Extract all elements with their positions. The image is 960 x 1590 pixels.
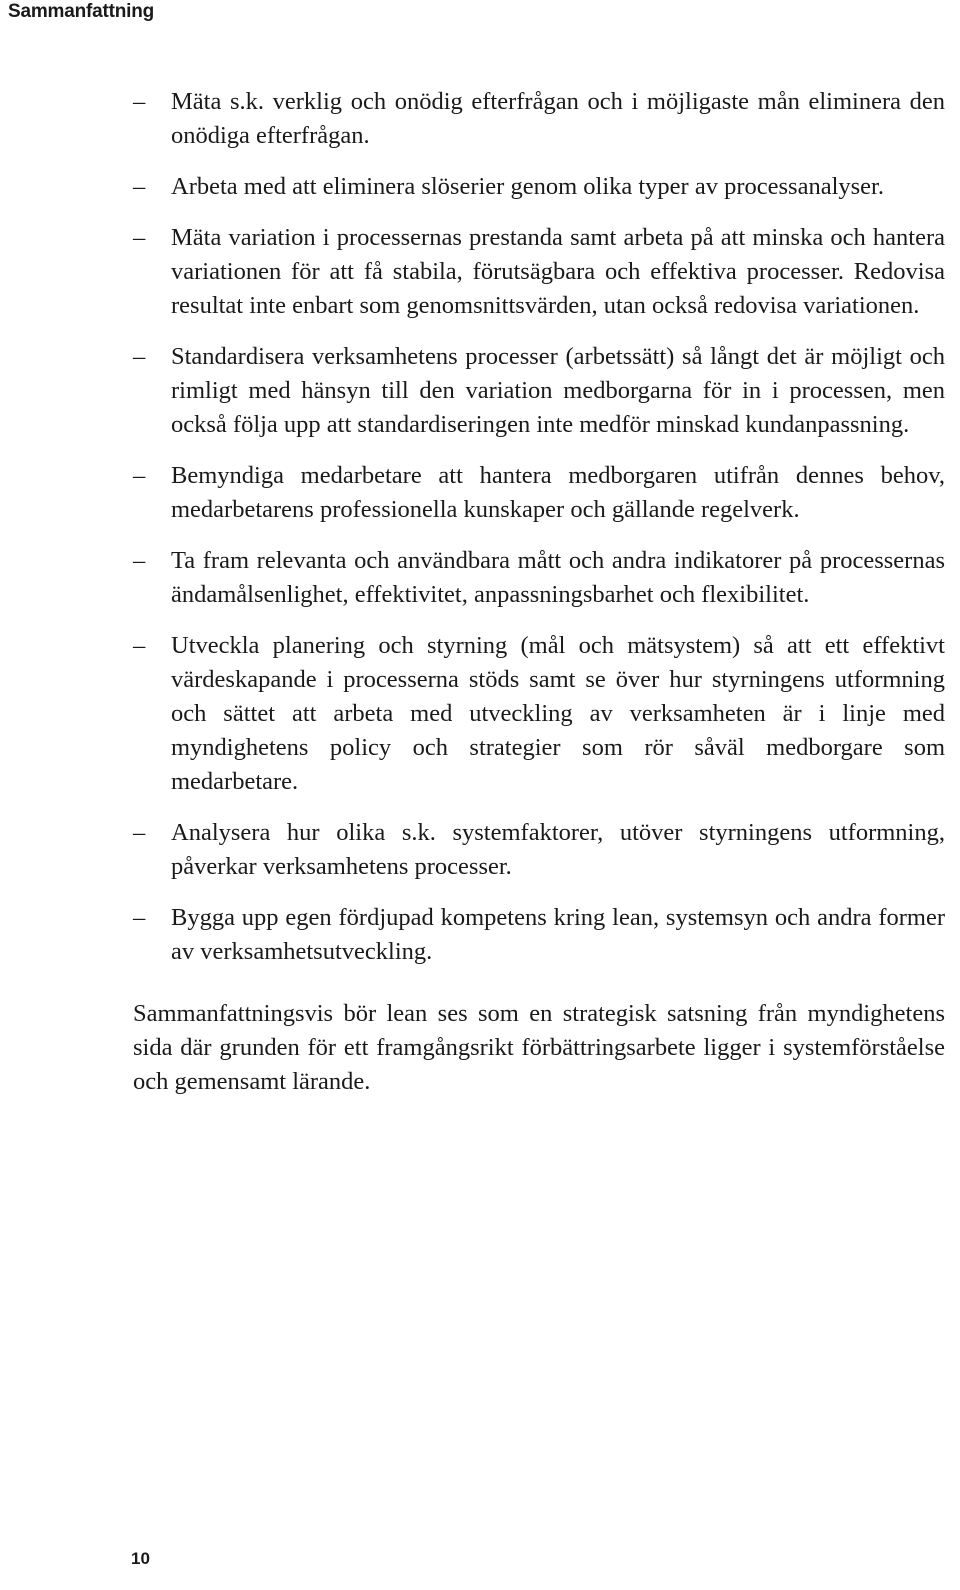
list-item: [133, 221, 945, 323]
list-item-text: Bemyndiga medarbetare att hantera medborgaren utifrån dennes behov, medarbetarens professionella kunskaper och gällande regelverk.: [171, 462, 945, 523]
list-item: [133, 629, 945, 799]
dash-bullet: –: [133, 632, 146, 659]
list-item: [133, 85, 945, 153]
list-item: [133, 901, 945, 969]
dash-bullet: –: [133, 224, 146, 251]
list-item-text: Standardisera verksamhetens processer (arbetssätt) så långt det är möjligt och rimligt med hänsyn till den variation medborgarna för in i processen, men också följa upp att standardiseringen inte medför minskad kundanpassning.: [171, 343, 945, 438]
running-header: Sammanfattning: [8, 1, 155, 22]
list-item-text: Utveckla planering och styrning (mål och mätsystem) så att ett effektivt värdeskapande i processerna stöds samt se över hur styrningens utformning och sättet att arbeta med utveckling av verksamheten är i linje med myndighetens policy och strategier som rör såväl medborgare som medarbetare.: [171, 632, 945, 795]
list-item-text: Mäta variation i processernas prestanda samt arbeta på att minska och hantera variationen för att få stabila, förutsägbara och effektiva processer. Redovisa resultat inte enbart som genomsnittsvärden, utan också redovisa variationen.: [171, 224, 945, 319]
page-number: 10: [131, 1549, 150, 1568]
list-item-text: Arbeta med att eliminera slöserier genom olika typer av processanalyser.: [171, 173, 884, 200]
page-body: [133, 85, 945, 1099]
summary-paragraph: Sammanfattningsvis bör lean ses som en strategisk satsning från myndighetens sida där grunden för ett framgångsrikt förbättringsarbete ligger i systemförståelse och gemensamt lärande.: [133, 1000, 945, 1095]
list-item-text: Bygga upp egen fördjupad kompetens kring lean, systemsyn och andra former av verksamhetsutveckling.: [171, 904, 945, 965]
list-item: [133, 340, 945, 442]
list-item: [133, 816, 945, 884]
dash-bullet: –: [133, 462, 146, 489]
list-item-text: Mäta s.k. verklig och onödig efterfrågan och i möjligaste mån eliminera den onödiga efterfrågan.: [171, 88, 945, 149]
dash-bullet: –: [133, 343, 146, 370]
dash-bullet: –: [133, 819, 146, 846]
list-item: [133, 544, 945, 612]
list-item: [133, 459, 945, 527]
list-item: [133, 170, 945, 204]
dash-bullet: –: [133, 904, 146, 931]
dash-bullet: –: [133, 173, 146, 200]
recommendation-list: [133, 85, 945, 969]
dash-bullet: –: [133, 88, 146, 115]
list-item-text: Analysera hur olika s.k. systemfaktorer, utöver styrningens utformning, påverkar verksamhetens processer.: [171, 819, 945, 880]
list-item-text: Ta fram relevanta och användbara mått och andra indikatorer på processernas ändamålsenlighet, effektivitet, anpassningsbarhet och flexibilitet.: [171, 547, 945, 608]
dash-bullet: –: [133, 547, 146, 574]
